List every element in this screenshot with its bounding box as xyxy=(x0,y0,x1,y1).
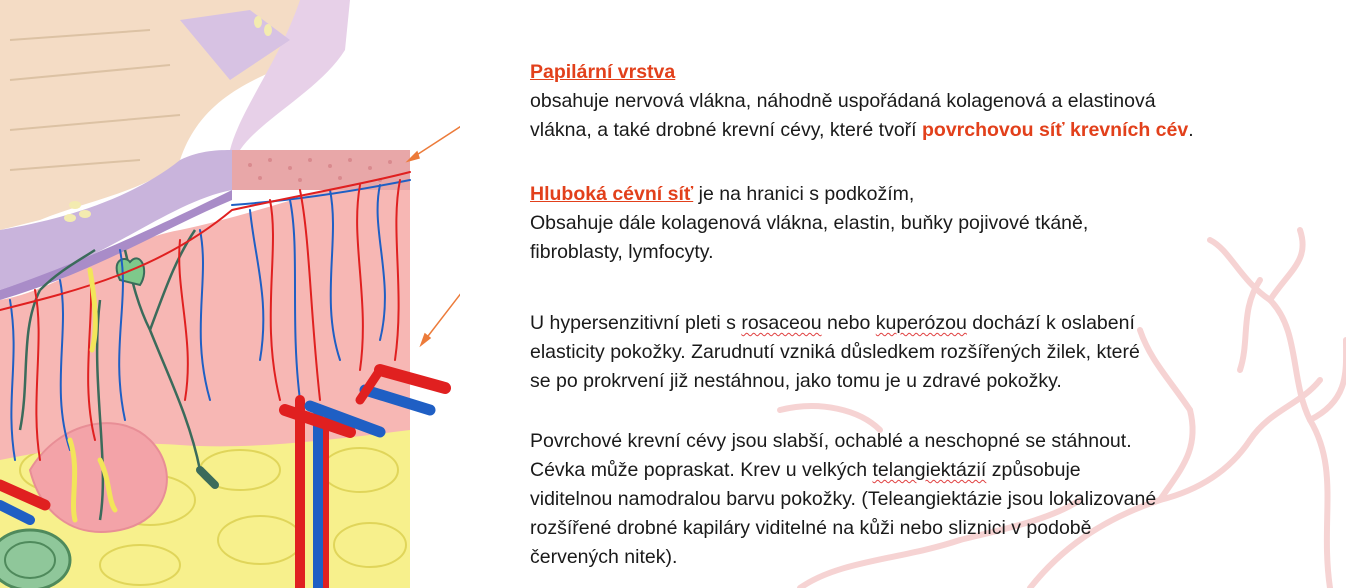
surface-line-5: červených nitek). xyxy=(530,546,678,568)
surface-vessels-section xyxy=(530,427,1156,572)
papillary-title: Papilární vrstva xyxy=(530,61,676,83)
hypersensitive-line-2: elasticity pokožky. Zarudnutí vzniká důsledkem rozšířených žilek, které xyxy=(530,341,1140,363)
deep-network-title: Hluboká cévní síť xyxy=(530,183,694,205)
hypersensitive-line-1: U hypersenzitivní pleti s rosaceou nebo kuperózou dochází k oslabení xyxy=(530,312,1135,334)
surface-line-1: Povrchové krevní cévy jsou slabší, ochablé a neschopné se stáhnout. xyxy=(530,430,1132,452)
skin-cross-section-illustration xyxy=(0,0,460,588)
deep-network-line-2: Obsahuje dále kolagenová vlákna, elastin, buňky pojivové tkáně, xyxy=(530,212,1089,234)
surface-line-4: rozšířené drobné kapiláry viditelné na kůži nebo sliznici v podobě xyxy=(530,517,1092,539)
hypersensitive-section xyxy=(530,309,1140,396)
hypersensitive-line-3: se po prokrvení již nestáhnou, jako tomu je u zdravé pokožky. xyxy=(530,370,1062,392)
pointer-arrows-icon xyxy=(408,82,460,345)
deep-network-line-3: fibroblasty, lymfocyty. xyxy=(530,241,714,263)
surface-line-2: Cévka může popraskat. Krev u velkých telangiektázií způsobuje xyxy=(530,459,1081,481)
surface-line-3: viditelnou namodralou barvu pokožky. (Teleangiektázie jsou lokalizované xyxy=(530,488,1157,510)
papillary-line-2: vlákna, a také drobné krevní cévy, které tvoří povrchovou síť krevních cév. xyxy=(530,119,1194,141)
deep-network-section: Hluboká cévní síť je na hranici s podkožím, Obsahuje dále kolagenová vlákna, elastin, buňky pojivové tkáně, fibroblasty, lymfocyty. xyxy=(530,180,1088,267)
papillary-section xyxy=(530,58,1194,145)
surface-network-highlight: povrchovou síť krevních cév xyxy=(922,119,1189,141)
papillary-line-1: obsahuje nervová vlákna, náhodně uspořádaná kolagenová a elastinová xyxy=(530,90,1156,112)
